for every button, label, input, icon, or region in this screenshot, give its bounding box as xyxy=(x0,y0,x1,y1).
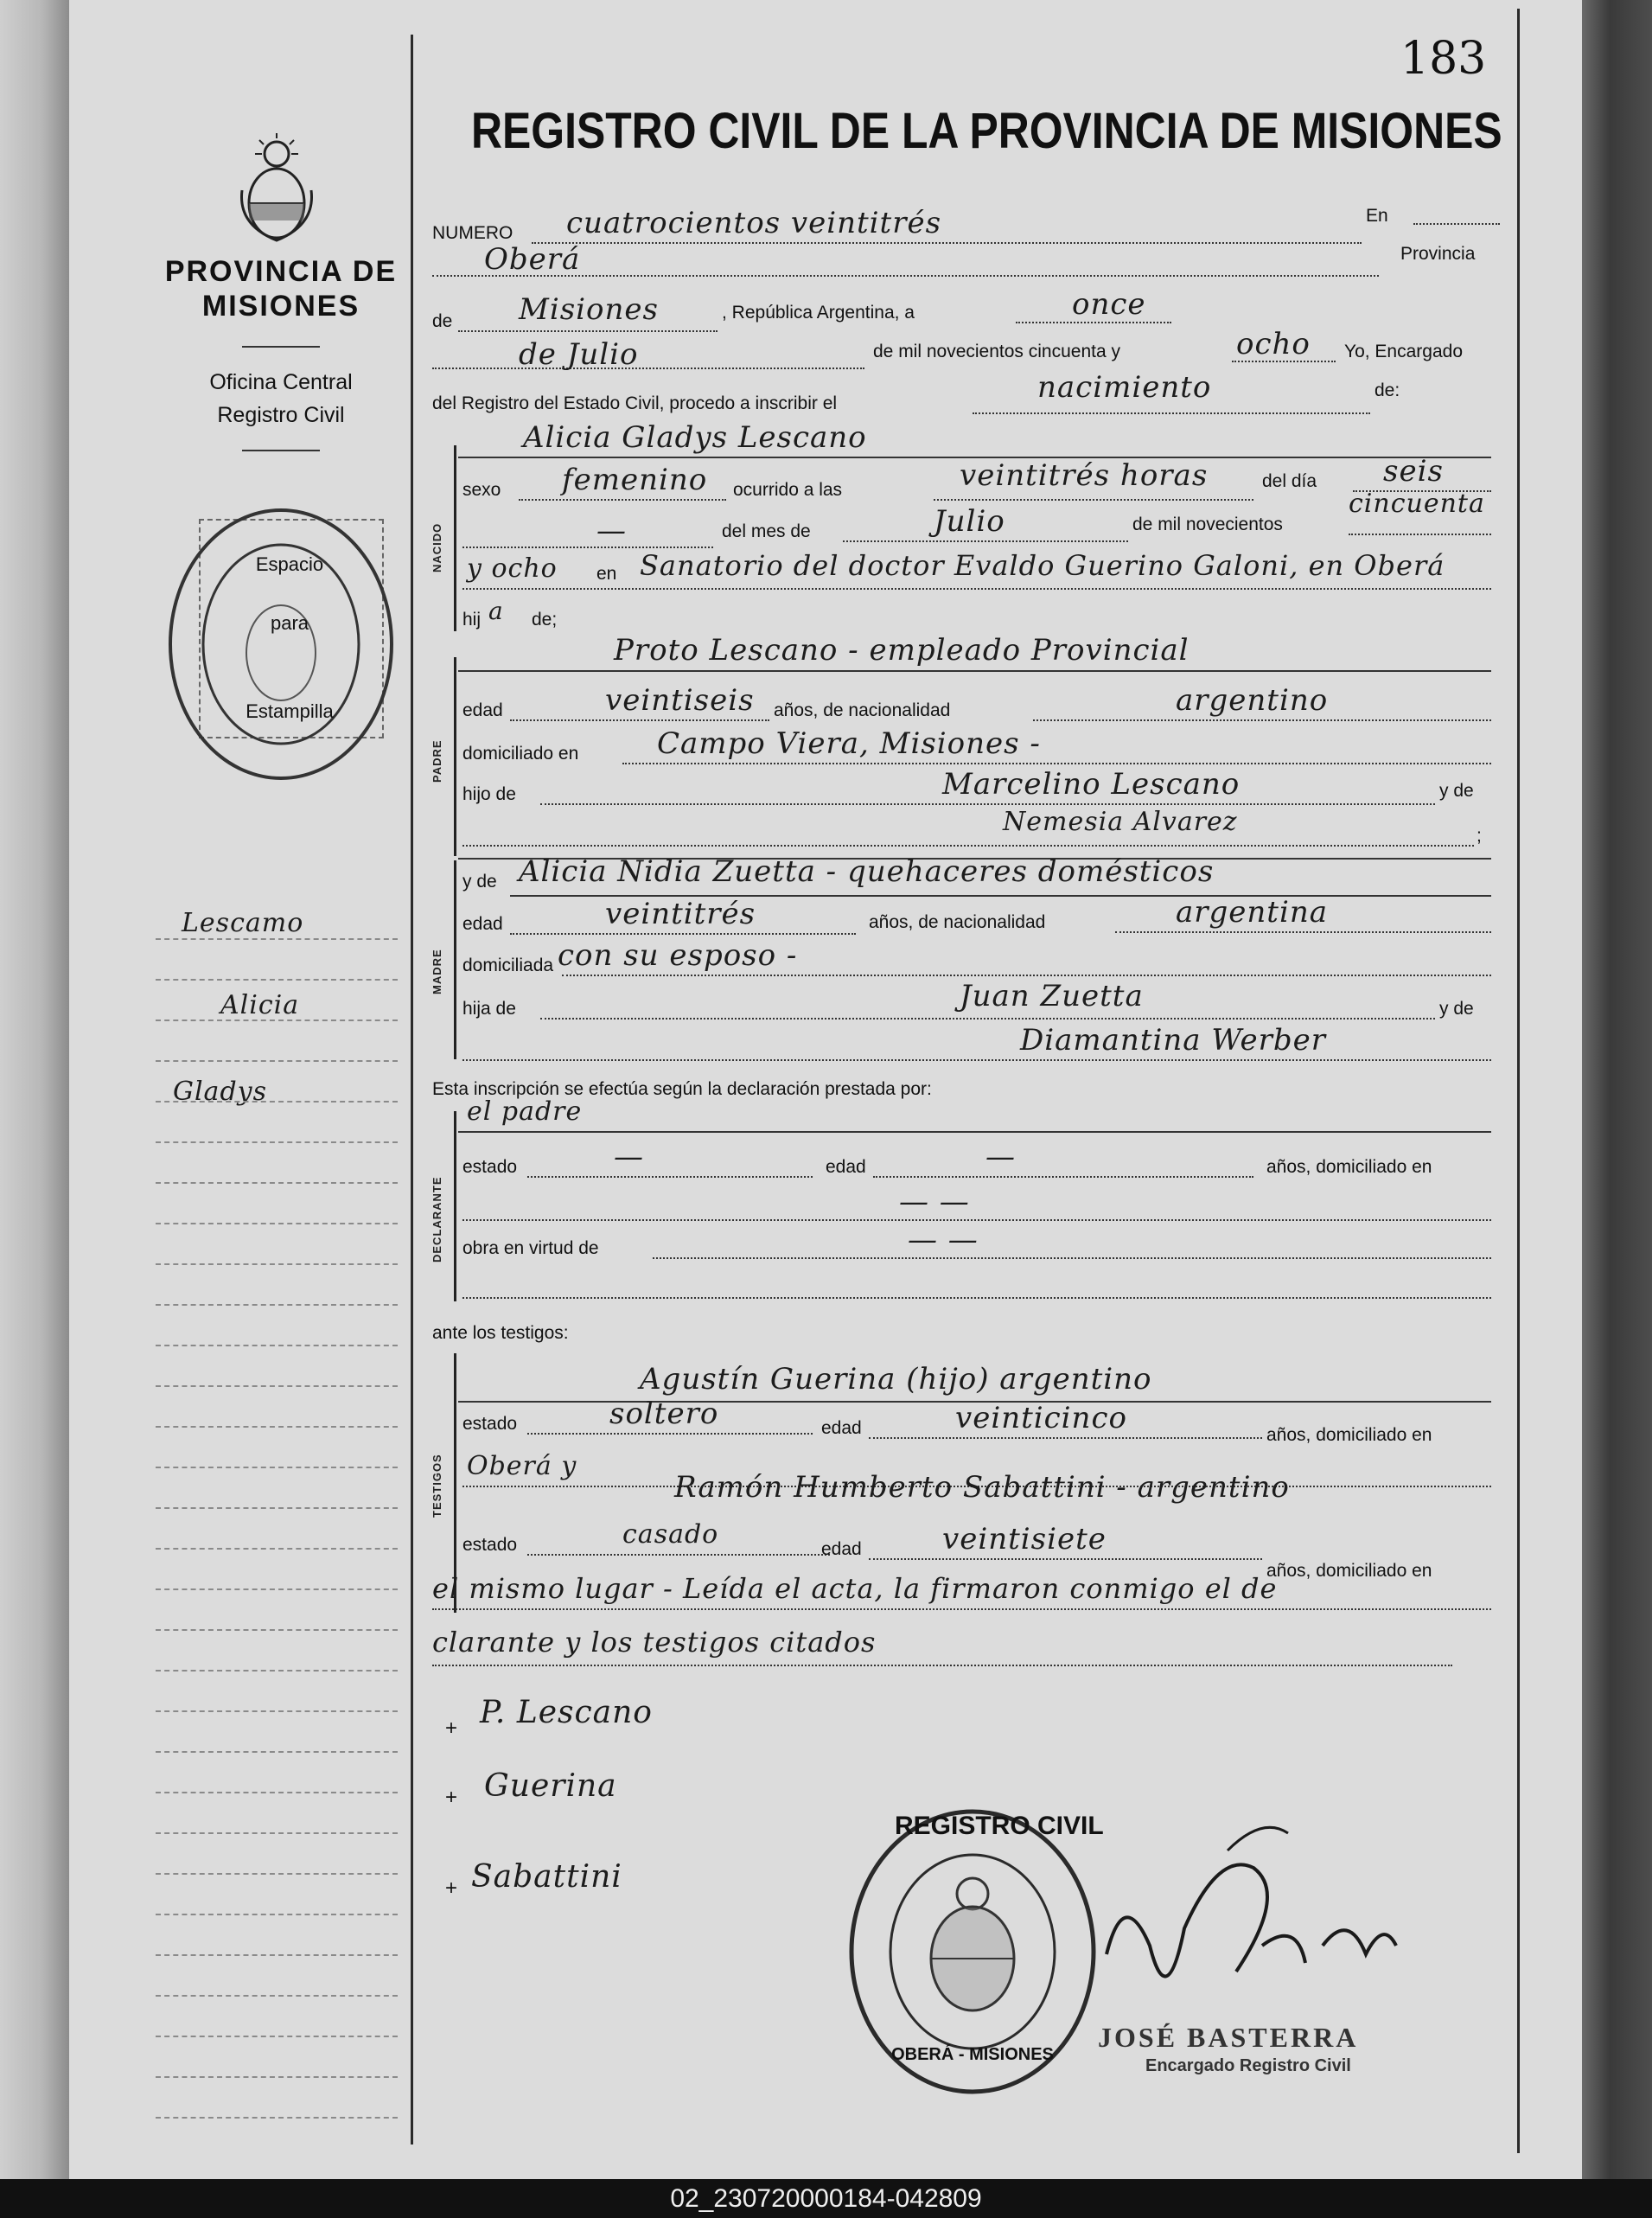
margin-rule xyxy=(156,1507,398,1509)
column-divider xyxy=(411,35,413,2144)
side-label-declarante: DECLARANTE xyxy=(431,1176,443,1262)
dia-nac-value: seis xyxy=(1383,454,1444,489)
book-binding xyxy=(1582,0,1652,2179)
official-signature-icon xyxy=(1089,1816,1400,2023)
margin-rule xyxy=(156,1101,398,1103)
label-de2: de; xyxy=(532,610,558,630)
horas-value: veintitrés horas xyxy=(960,458,1209,493)
hija-value: a xyxy=(488,597,504,625)
en-value: Oberá xyxy=(484,242,581,277)
nombre-value: Alicia Gladys Lescano xyxy=(523,420,867,455)
mes-value: de Julio xyxy=(519,337,639,372)
label-y-de: y de xyxy=(1439,781,1474,801)
madre-value: Alicia Nidia Zuetta - quehaceres domésticos xyxy=(519,854,1215,889)
margin-rule xyxy=(156,1263,398,1265)
margin-rule xyxy=(156,1710,398,1712)
label-numero: NUMERO xyxy=(432,223,513,243)
margin-rule xyxy=(156,2117,398,2119)
label-de-mil: de mil novecientos cincuenta y xyxy=(873,342,1120,361)
lugar-value: Sanatorio del doctor Evaldo Guerino Galoni, en Oberá xyxy=(640,549,1445,582)
margin-rule xyxy=(156,1629,398,1631)
right-border xyxy=(1517,9,1520,2153)
side-label-madre: MADRE xyxy=(431,949,443,994)
stamp-space-label: Estampilla xyxy=(246,700,334,722)
office-misiones: MISIONES xyxy=(201,290,360,323)
dom-padre-value: Campo Viera, Misiones - xyxy=(657,726,1041,761)
label-y-de: y de xyxy=(1439,999,1474,1019)
label-edad: edad xyxy=(462,914,503,934)
margin-rule xyxy=(156,1873,398,1875)
office-registro: Registro Civil xyxy=(217,403,345,427)
margin-rule xyxy=(156,1304,398,1306)
margin-rule xyxy=(156,1345,398,1346)
seal-top-text: REGISTRO CIVIL xyxy=(895,1812,1104,1840)
label-anos-dom: años, domiciliado en xyxy=(1266,1561,1432,1581)
left-page-edge xyxy=(0,0,69,2179)
margin-rule xyxy=(156,938,398,940)
edad2-value: veintisiete xyxy=(942,1522,1107,1556)
dash: — xyxy=(614,1140,644,1174)
label-anos-nac: años, de nacionalidad xyxy=(869,912,1046,932)
margin-rule xyxy=(156,1223,398,1224)
label-anos-nac: años, de nacionalidad xyxy=(774,700,951,720)
signature-testigo2: Sabattini xyxy=(471,1859,622,1895)
label-hijo-de: hijo de xyxy=(462,784,516,804)
margin-rule xyxy=(156,1385,398,1387)
label-estado: estado xyxy=(462,1157,518,1177)
label-del-registro: del Registro del Estado Civil, procedo a inscribir el xyxy=(432,393,838,413)
left-seal-icon xyxy=(160,502,402,787)
margin-rule xyxy=(156,1060,398,1062)
divider xyxy=(242,346,320,348)
margin-rule xyxy=(156,1954,398,1956)
margin-rule xyxy=(156,1141,398,1143)
declarante-value: el padre xyxy=(467,1096,583,1127)
testigo2-value: Ramón Humberto Sabattini - argentino xyxy=(674,1470,1290,1505)
office-province: PROVINCIA DE xyxy=(164,255,398,288)
margin-rule xyxy=(156,1548,398,1550)
margin-surname: Lescamo xyxy=(182,908,304,938)
document-title: REGISTRO CIVIL DE LA PROVINCIA DE MISIONES xyxy=(471,103,1502,159)
page-number: 183 xyxy=(1400,33,1487,85)
dash: — — xyxy=(899,1185,970,1219)
margin-rule xyxy=(156,1588,398,1590)
provincia-value: Misiones xyxy=(519,292,659,327)
side-label-padre: PADRE xyxy=(431,739,443,783)
label-ante: ante los testigos: xyxy=(432,1323,569,1343)
side-label-testigos: TESTIGOS xyxy=(431,1454,443,1518)
official-name: JOSÉ BASTERRA xyxy=(1098,2022,1359,2053)
guion: — xyxy=(596,514,627,548)
margin-rule xyxy=(156,1426,398,1428)
estado1-value: soltero xyxy=(609,1397,719,1431)
margin-rule xyxy=(156,1832,398,1834)
label-anos-dom: años, domiciliado en xyxy=(1266,1425,1432,1445)
cierre2-value: clarante y los testigos citados xyxy=(432,1626,877,1659)
dash: — — xyxy=(908,1223,979,1257)
label-ocurrido: ocurrido a las xyxy=(733,480,843,500)
label-republica: , República Argentina, a xyxy=(722,303,915,323)
label-provincia: Provincia xyxy=(1400,244,1476,264)
label-y-de2: y de xyxy=(462,872,497,892)
label-hij: hij xyxy=(462,610,482,630)
mes-nac-value: Julio xyxy=(934,504,1005,539)
ano-value: ocho xyxy=(1236,327,1311,361)
dom-madre-value: con su esposo - xyxy=(558,938,798,973)
official-title: Encargado Registro Civil xyxy=(1145,2056,1351,2075)
margin-rule xyxy=(156,1914,398,1915)
label-semicolon: ; xyxy=(1477,826,1482,846)
label-del-dia: del día xyxy=(1262,471,1317,491)
sexo-value: femenino xyxy=(562,463,708,497)
label-edad: edad xyxy=(462,700,503,720)
side-label-nacido: NACIDO xyxy=(431,522,443,572)
office-central: Oficina Central xyxy=(209,370,353,394)
margin-rule xyxy=(156,979,398,981)
stamp-space-label: Espacio xyxy=(255,553,324,575)
label-edad: edad xyxy=(821,1539,862,1559)
margin-rule xyxy=(156,1670,398,1671)
nac-padre-value: argentino xyxy=(1176,683,1329,718)
abuelo-m-value: Juan Zuetta xyxy=(960,979,1144,1013)
edad1-value: veinticinco xyxy=(955,1401,1127,1435)
acto-value: nacimiento xyxy=(1037,370,1212,405)
nac-madre-value: argentina xyxy=(1176,895,1329,930)
margin-rule xyxy=(156,1182,398,1184)
label-del-mes: del mes de xyxy=(722,521,811,541)
footer-image-id: 02_230720000184-042809 xyxy=(0,2179,1652,2218)
label-de: de xyxy=(432,311,453,331)
dash: — xyxy=(985,1140,1016,1174)
stamp-space-label: para xyxy=(270,612,309,634)
signature-testigo1: Guerina xyxy=(484,1768,617,1804)
label-domiciliado-en: domiciliado en xyxy=(462,744,579,764)
label-edad: edad xyxy=(826,1157,866,1177)
label-domiciliada: domiciliada xyxy=(462,956,554,975)
margin-rule xyxy=(156,2036,398,2037)
edad-madre-value: veintitrés xyxy=(605,897,756,931)
abuela-m-value: Diamantina Werber xyxy=(1020,1023,1327,1058)
padre-value: Proto Lescano - empleado Provincial xyxy=(614,633,1190,668)
label-hija-de: hija de xyxy=(462,999,516,1019)
seal-bottom-text: OBERÁ - MISIONES xyxy=(891,2045,1054,2064)
label-obra: obra en virtud de xyxy=(462,1238,599,1258)
ano-nac-value: cincuenta xyxy=(1349,489,1485,519)
margin-rule xyxy=(156,1751,398,1753)
label-yo-encargado: Yo, Encargado xyxy=(1344,342,1464,361)
coat-of-arms-icon xyxy=(229,130,324,246)
testigo1-value: Agustín Guerina (hijo) argentino xyxy=(640,1362,1152,1397)
cierre1-value: el mismo lugar - Leída el acta, la firmaron conmigo el de xyxy=(432,1572,1278,1605)
margin-rule xyxy=(156,1467,398,1468)
document-page: PROVINCIA DE MISIONES Oficina Central Registro Civil Espacio para Estampilla Lescamo Alicia Gladys 183 REGISTRO CIVIL DE LA PROVINCIA DE MISIONES NUMERO cuatrocientos veintitrés En Oberá Provincia de Misiones , República Argentina, a once de Julio de mil novecientos cincuenta y ocho Yo, Encargado del Registro del Estado Civil, procedo a inscribir el nacimiento de: NACIDO Alicia Gladys Lescano sexo femenino ocurrido a las veintitrés horas del día seis — del mes de Julio de mil novecientos cincuenta y ocho en Sanatorio del doctor Evaldo Guerino Galoni, en Oberá hij a de; PADRE Proto Lescano - empleado Provincial edad veintiseis años, de nacionalidad argentino domiciliado en Campo Viera, Misiones - hijo de Marcelino Lescano y de Nemesia Alvarez ; MADRE y de Alicia Nidia Zuetta - quehaceres domésticos edad veintitrés años, de nacionalidad argentina domiciliada con su esposo - hija de Juan Zuetta y de Diamantina Werber Esta inscripción se efectúa según la declaración prestada por: DECLARANTE el padre estado — edad — años, domiciliado en — — obra en virtud de — — ante los testigos: TESTIGOS Agustín Guerina (hijo) argentino estado soltero edad veinticinco años, domiciliado en Oberá y Ramón Humberto Sabattini - argentino estado casado edad veintisiete años, domiciliado en el mismo lugar - Leída el acta, la firmaron conmigo el de clarante y los testigos citados + P. Lescano + Guerina + Sabattini REGISTRO CIVIL OBERÁ - MISIONES JOSÉ BASTERRA Encargado Registro Civil xyxy=(0,0,1652,2179)
signature-padre: P. Lescano xyxy=(480,1695,653,1730)
label-estado: estado xyxy=(462,1535,518,1555)
ano-nac2-value: y ocho xyxy=(467,553,558,584)
margin-rule xyxy=(156,1995,398,1997)
label-edad: edad xyxy=(821,1418,862,1438)
margin-rule xyxy=(156,2076,398,2078)
divider xyxy=(242,450,320,451)
dom1-value: Oberá y xyxy=(467,1451,577,1481)
label-inscripcion: Esta inscripción se efectúa según la declaración prestada por: xyxy=(432,1079,932,1099)
abuelo-p-value: Marcelino Lescano xyxy=(942,767,1241,802)
numero-value: cuatrocientos veintitrés xyxy=(566,206,942,240)
estado2-value: casado xyxy=(622,1519,719,1550)
margin-rule xyxy=(156,1020,398,1021)
label-en2: en xyxy=(596,564,617,584)
margin-rule xyxy=(156,1792,398,1793)
label-estado: estado xyxy=(462,1414,518,1434)
label-sexo: sexo xyxy=(462,480,501,500)
label-anos-dom: años, domiciliado en xyxy=(1266,1157,1432,1177)
dia-value: once xyxy=(1072,287,1146,322)
label-de-colon: de: xyxy=(1375,380,1400,400)
label-de-mil2: de mil novecientos xyxy=(1132,515,1283,534)
abuela-p-value: Nemesia Alvarez xyxy=(1003,807,1238,837)
label-en: En xyxy=(1366,206,1388,226)
margin-first-name: Alicia xyxy=(220,990,300,1020)
margin-second-name: Gladys xyxy=(173,1077,267,1107)
edad-padre-value: veintiseis xyxy=(605,683,755,718)
